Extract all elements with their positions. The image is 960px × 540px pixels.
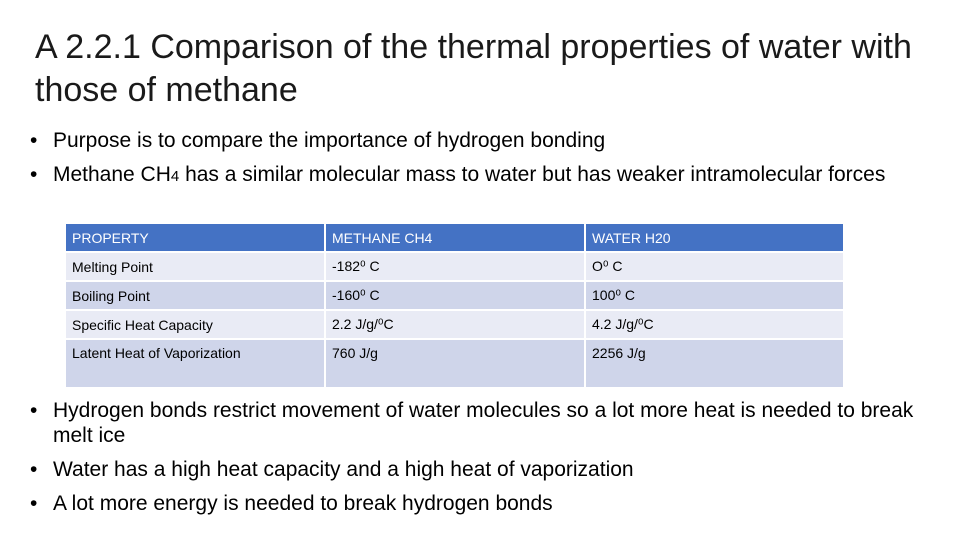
column-header: WATER H20 bbox=[585, 224, 844, 252]
table-cell: 2256 J/g bbox=[585, 339, 844, 388]
bullet-text: Methane CH bbox=[53, 163, 171, 186]
table-cell: Latent Heat of Vaporization bbox=[66, 339, 325, 388]
table-cell: 100⁰ C bbox=[585, 281, 844, 310]
bullet-icon: • bbox=[30, 399, 38, 422]
bullet-icon: • bbox=[30, 163, 38, 186]
table-row bbox=[66, 339, 844, 388]
table-row bbox=[66, 310, 844, 339]
bullet-icon: • bbox=[30, 492, 38, 515]
table-cell: 4.2 J/g/⁰C bbox=[585, 310, 844, 339]
bullet-text: A lot more energy is needed to break hydrogen bonds bbox=[53, 492, 553, 515]
bullet-item bbox=[30, 162, 940, 189]
bullet-item bbox=[30, 398, 940, 448]
table-cell: 760 J/g bbox=[325, 339, 585, 388]
bottom-bullet-list bbox=[30, 398, 940, 525]
table-cell: Specific Heat Capacity bbox=[66, 310, 325, 339]
slide-title: A 2.2.1 Comparison of the thermal properties of water with those of methane bbox=[35, 28, 912, 109]
top-bullet-list bbox=[30, 128, 940, 198]
column-header: PROPERTY bbox=[66, 224, 325, 252]
table-cell: Boiling Point bbox=[66, 281, 325, 310]
table-cell: Melting Point bbox=[66, 252, 325, 281]
subscript-text: 4 bbox=[170, 168, 180, 185]
bullet-icon: • bbox=[30, 458, 38, 481]
bullet-text: Water has a high heat capacity and a high heat of vaporization bbox=[53, 458, 634, 481]
table-cell: -182⁰ C bbox=[325, 252, 585, 281]
table-header-row bbox=[66, 224, 844, 252]
bullet-item bbox=[30, 491, 940, 516]
bullet-item bbox=[30, 128, 940, 153]
bullet-text: has a similar molecular mass to water but has weaker intramolecular forces bbox=[179, 163, 886, 186]
table-row bbox=[66, 252, 844, 281]
bullet-item bbox=[30, 457, 940, 482]
table-row bbox=[66, 281, 844, 310]
bullet-text: Hydrogen bonds restrict movement of water molecules so a lot more heat is needed to break melt ice bbox=[53, 399, 914, 447]
thermal-properties-table bbox=[66, 224, 845, 389]
table-cell: 2.2 J/g/⁰C bbox=[325, 310, 585, 339]
table-cell: -160⁰ C bbox=[325, 281, 585, 310]
bullet-text: Purpose is to compare the importance of hydrogen bonding bbox=[53, 129, 606, 152]
table-cell: O⁰ C bbox=[585, 252, 844, 281]
bullet-icon: • bbox=[30, 129, 38, 152]
column-header: METHANE CH4 bbox=[325, 224, 585, 252]
